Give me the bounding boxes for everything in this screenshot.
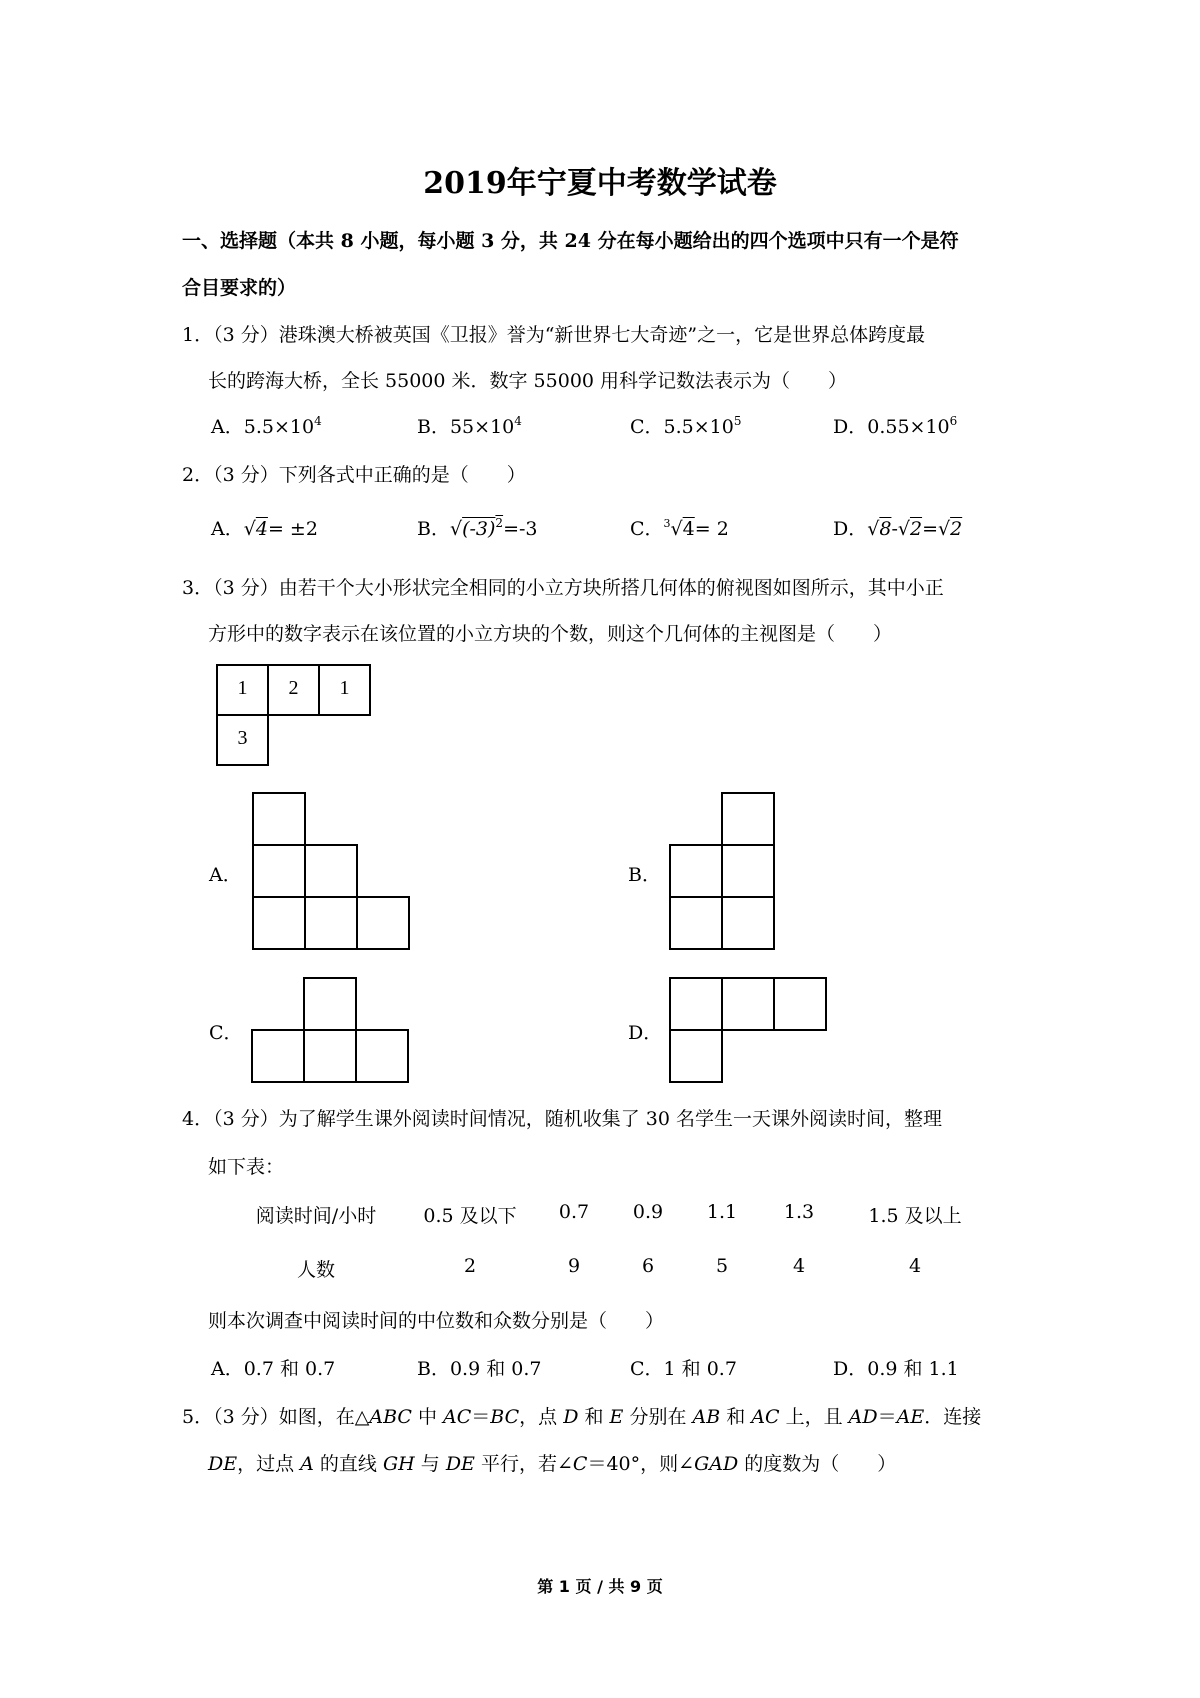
top-view-number: 2 [288,677,299,699]
q4-option-b: B．0.9 和 0.7 [417,1358,542,1380]
q2-option-d: D．√8-√2=√2 [833,518,963,540]
front-view-cell [304,896,358,950]
front-view-cell [669,844,723,898]
front-view-cell [252,844,306,898]
q2-option-b: B．$√(-3)^2=-3$ [417,516,538,540]
page-title: 2019年宁夏中考数学试卷 [423,166,777,201]
front-view-cell [251,1029,305,1083]
page-footer: 第 1 页 / 共 9 页 [537,1577,663,1596]
q3-option-c-label: C． [209,1022,243,1044]
front-view-cell [304,844,358,898]
section-heading-line2: 合目要求的） [182,277,297,299]
top-view-number: 3 [237,727,248,749]
q3-option-d-label: D． [628,1022,663,1044]
table-cell: 人数 [296,1259,335,1281]
table-cell: 4 [908,1255,922,1277]
front-view-cell [721,977,775,1031]
q3-option-a-label: A． [209,864,242,886]
front-view-cell [721,844,775,898]
top-view-number: 1 [237,677,248,699]
top-view-number: 1 [339,677,350,699]
front-view-cell [356,896,410,950]
q4-option-a: A．0.7 和 0.7 [211,1358,336,1380]
radical-sign: √ [449,518,463,540]
q3-option-b-label: B． [628,864,661,886]
q4-stem-line1: 4．（3 分）为了解学生课外阅读时间情况，随机收集了 30 名学生一天课外阅读时间，整理 [182,1108,942,1130]
radical-sign: √ [670,518,683,540]
q5-stem-line2: DE，过点 A 的直线 GH 与 DE 平行，若∠C＝40°，则∠GAD 的度数为（ ） [208,1453,897,1475]
section-heading-line1: 一、选择题（本共 8 小题，每小题 3 分，共 24 分在每小题给出的四个选项中只有一个是符 [182,230,959,252]
table-cell: 5 [715,1255,729,1277]
q1-option-a: A．$5.5\times 10^4$ [211,414,322,438]
radical-sign: √ [937,518,951,540]
front-view-cell [355,1029,409,1083]
q1-option-d: D．$0.55\times 10^6$ [833,414,958,438]
front-view-cell [721,792,775,846]
q2-option-a: A．√4= ±2 [211,518,318,540]
table-header-cell: 1.5 及以上 [868,1205,962,1227]
q4-stem-line3: 则本次调查中阅读时间的中位数和众数分别是（ ） [208,1310,665,1332]
front-view-cell [773,977,827,1031]
front-view-cell [669,977,723,1031]
radical-sign: √ [243,518,256,540]
front-view-cell [252,792,306,846]
table-header-cell: 0.5 及以下 [423,1205,517,1227]
table-header-cell: 1.1 [706,1201,738,1223]
front-view-cell [669,896,723,950]
q2-stem: 2．（3 分）下列各式中正确的是（ ） [182,464,526,486]
table-header-cell: 0.9 [632,1201,664,1223]
q3-stem-line2: 方形中的数字表示在该位置的小立方块的个数，则这个几何体的主视图是（ ） [208,623,893,645]
front-view-cell [303,977,357,1031]
q1-stem-line2: 长的跨海大桥，全长 55000 米．数字 55000 用科学记数法表示为（ ） [208,370,848,392]
front-view-cell [669,1029,723,1083]
front-view-cell [303,1029,357,1083]
q1-option-b: B．$55\times 10^4$ [417,414,522,438]
q1-stem-line1: 1．（3 分）港珠澳大桥被英国《卫报》誉为“新世界七大奇迹”之一，它是世界总体跨度最 [182,324,926,346]
table-cell: 6 [641,1255,655,1277]
table-cell: 4 [792,1255,806,1277]
table-cell: 2 [463,1255,477,1277]
radical-sign: √ [897,518,910,540]
q4-option-d: D．0.9 和 1.1 [833,1358,959,1380]
table-header-cell: 1.3 [783,1201,815,1223]
radical-sign: √ [867,518,880,540]
q3-stem-line1: 3．（3 分）由若干个大小形状完全相同的小立方块所搭几何体的俯视图如图所示，其中小正 [182,577,944,599]
q5-stem-line1: 5．（3 分）如图，在△ABC 中 AC＝BC，点 D 和 E 分别在 AB 和 AC 上，且 AD＝AE．连接 [182,1406,982,1428]
q4-stem-line2: 如下表： [208,1156,285,1178]
front-view-cell [721,896,775,950]
q2-option-c: C．$^3$√4= 2 [630,517,729,540]
table-header-cell: 0.7 [558,1201,590,1223]
front-view-cell [252,896,306,950]
q1-option-c: C．$5.5\times 10^5$ [630,414,742,438]
table-header-cell: 阅读时间/小时 [255,1205,377,1227]
q4-option-c: C．1 和 0.7 [630,1358,737,1380]
table-cell: 9 [567,1255,581,1277]
